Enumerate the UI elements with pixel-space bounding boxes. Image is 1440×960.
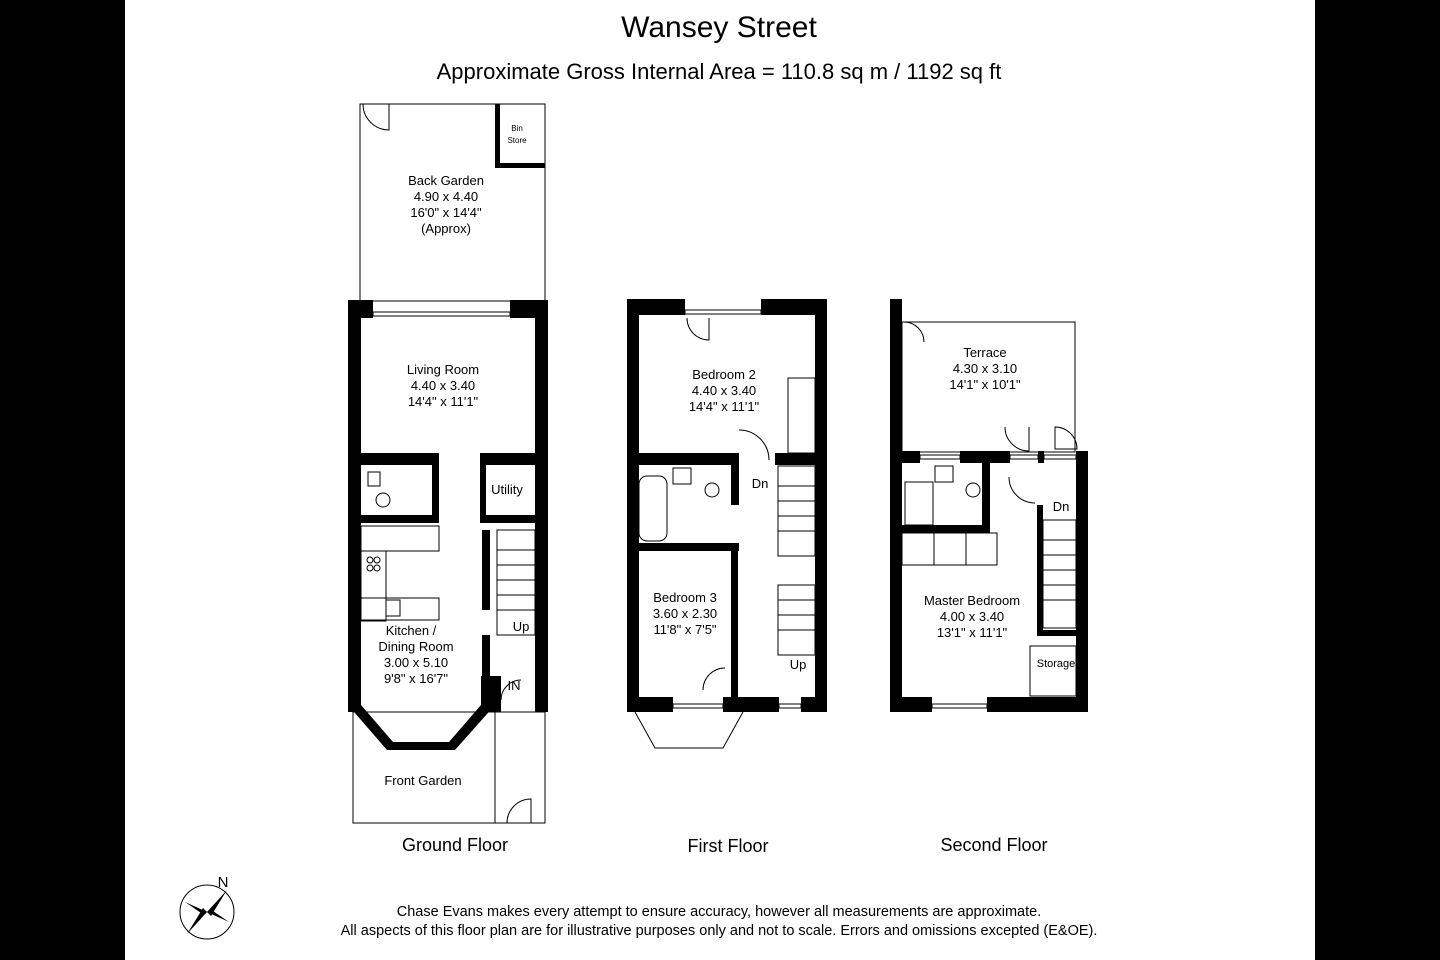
terrace-door-icon — [1055, 427, 1077, 449]
room-dimension: 3.00 x 5.10 — [383, 655, 449, 670]
room-dimension: 4.40 x 3.40 — [691, 383, 757, 398]
wall-internal — [432, 465, 439, 515]
wall-bottom — [890, 697, 932, 712]
floor-plan-drawing — [125, 0, 1315, 960]
room-dimension: Store — [507, 136, 527, 145]
window-icon — [673, 704, 723, 708]
second-floor-labels — [924, 345, 1075, 670]
wall-right — [815, 299, 827, 712]
window-icon — [1044, 455, 1076, 459]
garden-gate-icon — [363, 104, 389, 130]
entrance-label: IN — [507, 678, 521, 693]
door-icon — [687, 318, 709, 340]
window-icon — [932, 704, 987, 708]
stairs-label: Dn — [751, 476, 769, 491]
window-icon — [779, 704, 801, 708]
stairs-icon — [1043, 520, 1076, 628]
bay-wall — [387, 742, 455, 750]
room-name: Terrace — [963, 345, 1007, 360]
shower-icon — [905, 482, 933, 525]
wall-top — [627, 299, 685, 315]
compass-north-label: N — [217, 874, 229, 891]
room-name: Bin — [511, 124, 523, 133]
room-dimension: 14'4" x 11'1" — [688, 399, 760, 414]
wall-corner — [348, 300, 373, 318]
wall-internal — [639, 453, 689, 465]
stairs-icon — [778, 466, 815, 556]
wall-internal — [482, 530, 490, 610]
wardrobe-icon — [902, 533, 997, 565]
disclaimer-line-1: Chase Evans makes every attempt to ensure accuracy, however all measurements are approximate. — [396, 904, 1042, 920]
room-name: Bedroom 3 — [653, 590, 717, 605]
room-dimension: Dining Room — [378, 639, 454, 654]
wall-internal — [1037, 630, 1076, 636]
wall-internal — [480, 465, 486, 515]
door-icon — [739, 430, 769, 460]
wall-top — [960, 451, 1010, 463]
wall-corner — [510, 300, 548, 318]
bin-store-wall — [495, 163, 545, 168]
front-gate-icon — [507, 799, 531, 823]
wall-right — [535, 300, 548, 712]
floor-name-second: Second Floor — [940, 835, 1048, 855]
floor-name-first: First Floor — [687, 836, 769, 856]
terrace-door-icon — [1005, 427, 1029, 451]
wall-top — [761, 299, 827, 315]
wall-bottom — [627, 697, 673, 712]
kitchen-counter — [361, 551, 386, 621]
window-icon — [1010, 455, 1038, 459]
wardrobe-icon — [788, 378, 815, 453]
room-dimension: 3.60 x 2.30 — [652, 606, 718, 621]
room-dimension: 4.00 x 3.40 — [939, 609, 1005, 624]
wall-internal — [480, 515, 535, 523]
wall-internal — [775, 453, 827, 465]
wall-bottom — [987, 697, 1088, 712]
toilet-icon — [376, 493, 390, 507]
wall-entrance — [535, 676, 548, 712]
stairs-label: Dn — [1052, 499, 1070, 514]
hob-icon — [374, 565, 380, 571]
room-dimension: (Approx) — [421, 221, 471, 236]
wall-internal — [361, 515, 439, 523]
room-dimension: 4.30 x 3.10 — [952, 361, 1018, 376]
bath-icon — [639, 476, 667, 541]
hob-icon — [367, 565, 373, 571]
wall-internal — [639, 543, 739, 551]
wall-bottom — [801, 697, 827, 712]
wall-top — [1038, 451, 1044, 463]
plan-title: Wansey Street — [621, 11, 817, 44]
hob-icon — [374, 557, 380, 563]
room-name: Kitchen / — [385, 623, 437, 638]
basin-icon — [368, 472, 380, 486]
room-dimension: 11'8" x 7'5" — [653, 622, 717, 637]
window-icon — [920, 455, 960, 459]
wall-internal — [689, 453, 739, 465]
room-dimension: 4.90 x 4.40 — [413, 189, 479, 204]
room-name: Front Garden — [384, 773, 462, 788]
toilet-icon — [966, 483, 980, 497]
plan-subtitle: Approximate Gross Internal Area = 110.8 sq m / 1192 sq ft — [436, 59, 1002, 84]
stairs-label: Up — [512, 619, 530, 634]
basin-icon — [935, 466, 953, 482]
disclaimer-line-2: All aspects of this floor plan are for illustrative purposes only and not to scale. Errors and omissions excepted (E&OE). — [340, 923, 1098, 939]
first-floor-labels — [653, 367, 806, 672]
front-garden-outline — [353, 712, 545, 823]
wall-left — [890, 299, 902, 451]
wall-internal — [480, 453, 535, 465]
room-dimension: 16'0" x 14'4" — [410, 205, 482, 220]
patio-door-icon — [373, 312, 510, 316]
wall-internal — [1037, 505, 1043, 635]
room-dimension: 4.40 x 3.40 — [410, 378, 476, 393]
room-name: Bedroom 2 — [692, 367, 756, 382]
toilet-icon — [705, 483, 719, 497]
stairs-icon — [778, 585, 815, 655]
wall-internal — [731, 465, 739, 505]
basin-icon — [673, 468, 691, 484]
kitchen-counter — [361, 526, 439, 551]
wall-internal — [361, 453, 439, 465]
window-icon — [685, 310, 761, 314]
room-dimension: 14'1" x 10'1" — [949, 377, 1021, 392]
room-name: Living Room — [406, 362, 480, 377]
wall-internal — [902, 525, 982, 533]
door-icon — [703, 668, 725, 690]
room-dimension: 13'1" x 11'1" — [936, 625, 1008, 640]
room-name: Utility — [491, 482, 523, 497]
room-name: Storage — [1036, 658, 1076, 670]
wall-internal — [982, 463, 990, 533]
wall-top — [890, 451, 920, 463]
wall-entrance — [481, 676, 501, 712]
wall-left — [348, 300, 361, 712]
wall-internal — [731, 551, 738, 712]
storage-outline — [1030, 646, 1076, 696]
terrace-rail-icon — [904, 322, 924, 342]
wall-bottom — [723, 697, 779, 712]
floor-name-ground: Ground Floor — [401, 835, 509, 855]
room-dimension: 9'8" x 16'7" — [383, 671, 449, 686]
room-name: Master Bedroom — [923, 593, 1021, 608]
floor-plan-sheet — [125, 0, 1315, 960]
room-dimension: 14'4" x 11'1" — [407, 394, 479, 409]
wall-left — [627, 299, 639, 712]
wall-left — [890, 451, 902, 712]
bin-store-wall — [495, 104, 500, 168]
stairs-label: Up — [789, 657, 807, 672]
room-name: Back Garden — [408, 173, 484, 188]
sink-icon — [386, 600, 400, 616]
door-icon — [1009, 477, 1035, 503]
wall-right — [1076, 451, 1088, 712]
compass-rose-icon — [180, 885, 234, 939]
bay-outline — [635, 712, 743, 748]
hob-icon — [367, 557, 373, 563]
